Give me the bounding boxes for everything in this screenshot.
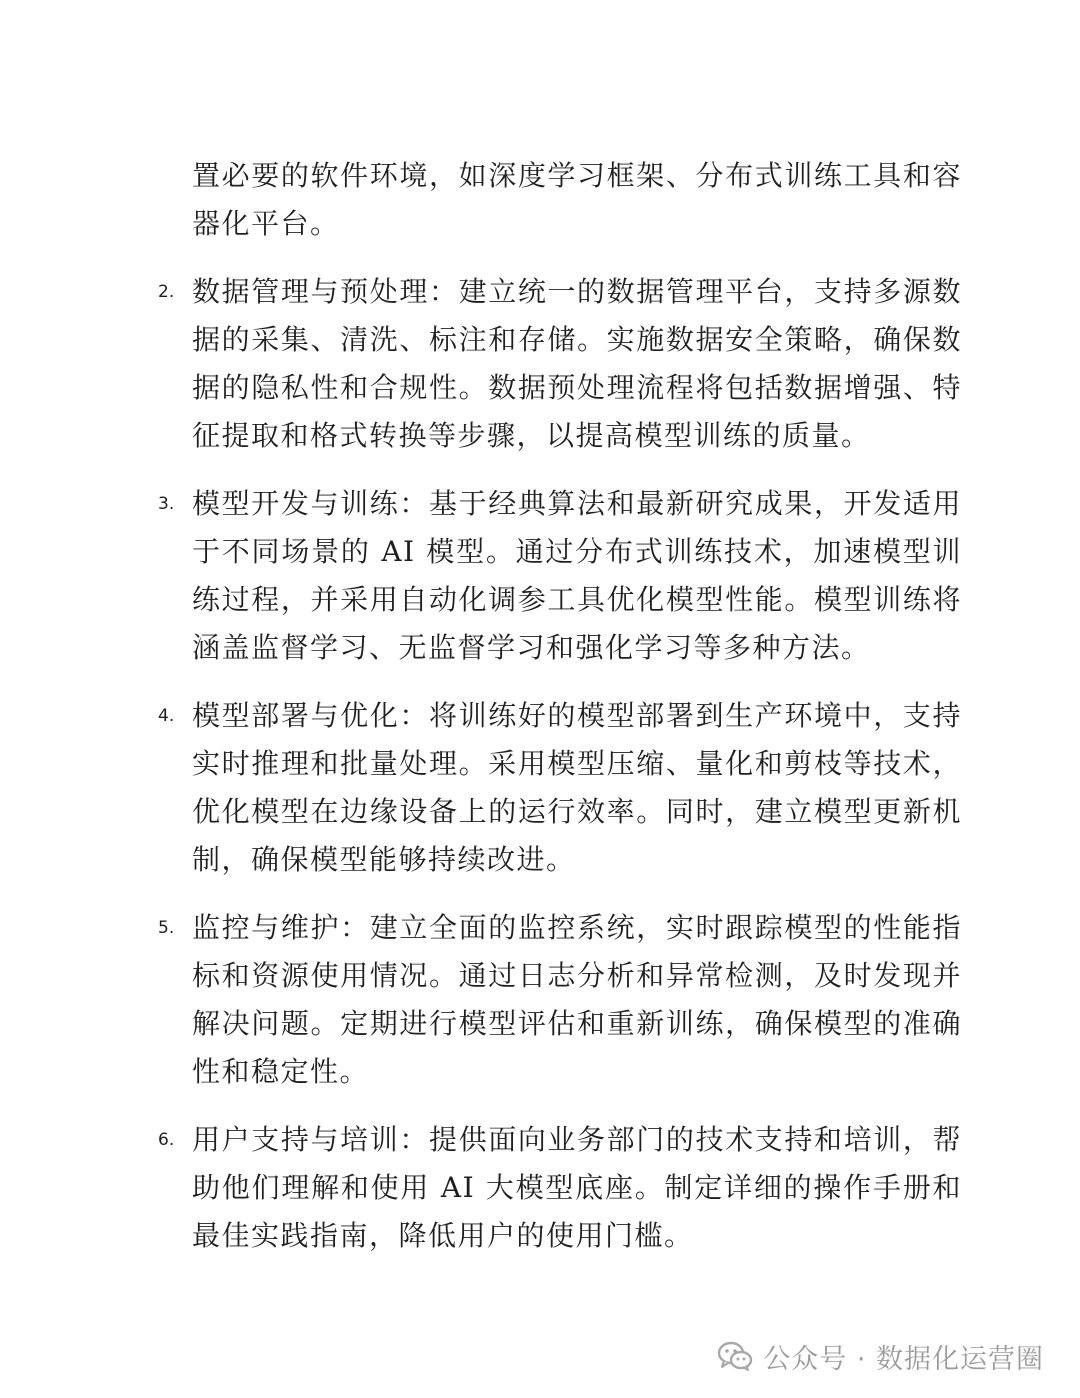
document-body: [158, 152, 962, 1260]
list-item-text: 模型开发与训练：基于经典算法和最新研究成果，开发适用于不同场景的 AI 模型。通过分布式训练技术，加速模型训练过程，并采用自动化调参工具优化模型性能。模型训练将涵盖监督学习、无监督学习和强化学习等多种方法。: [192, 487, 962, 664]
list-item-number: 6.: [158, 1130, 175, 1150]
list-item-number: 3.: [158, 494, 175, 514]
wechat-icon: [717, 1341, 753, 1371]
list-item: [158, 904, 962, 1096]
intro-paragraph: 置必要的软件环境，如深度学习框架、分布式训练工具和容器化平台。: [192, 159, 962, 240]
watermark-text: 公众号 · 数据化运营圈: [763, 1343, 1044, 1375]
list-item-text: 监控与维护：建立全面的监控系统，实时跟踪模型的性能指标和资源使用情况。通过日志分析和异常检测，及时发现并解决问题。定期进行模型评估和重新训练，确保模型的准确性和稳定性。: [192, 911, 962, 1088]
list-item-number: 5.: [158, 918, 175, 938]
list-item-number: 2.: [158, 282, 175, 302]
watermark: [717, 1336, 1044, 1376]
list-item-number: 4.: [158, 706, 175, 726]
list-item-text: 模型部署与优化：将训练好的模型部署到生产环境中，支持实时推理和批量处理。采用模型压缩、量化和剪枝等技术，优化模型在边缘设备上的运行效率。同时，建立模型更新机制，确保模型能够持续改进。: [192, 699, 962, 876]
list-item: [158, 480, 962, 672]
list-item: [158, 692, 962, 884]
list-item-text: 数据管理与预处理：建立统一的数据管理平台，支持多源数据的采集、清洗、标注和存储。实施数据安全策略，确保数据的隐私性和合规性。数据预处理流程将包括数据增强、特征提取和格式转换等步骤，以提高模型训练的质量。: [192, 275, 962, 452]
list-item: [158, 268, 962, 460]
list-item-text: 用户支持与培训：提供面向业务部门的技术支持和培训，帮助他们理解和使用 AI 大模型底座。制定详细的操作手册和最佳实践指南，降低用户的使用门槛。: [192, 1123, 962, 1252]
list-item: [158, 1116, 962, 1260]
